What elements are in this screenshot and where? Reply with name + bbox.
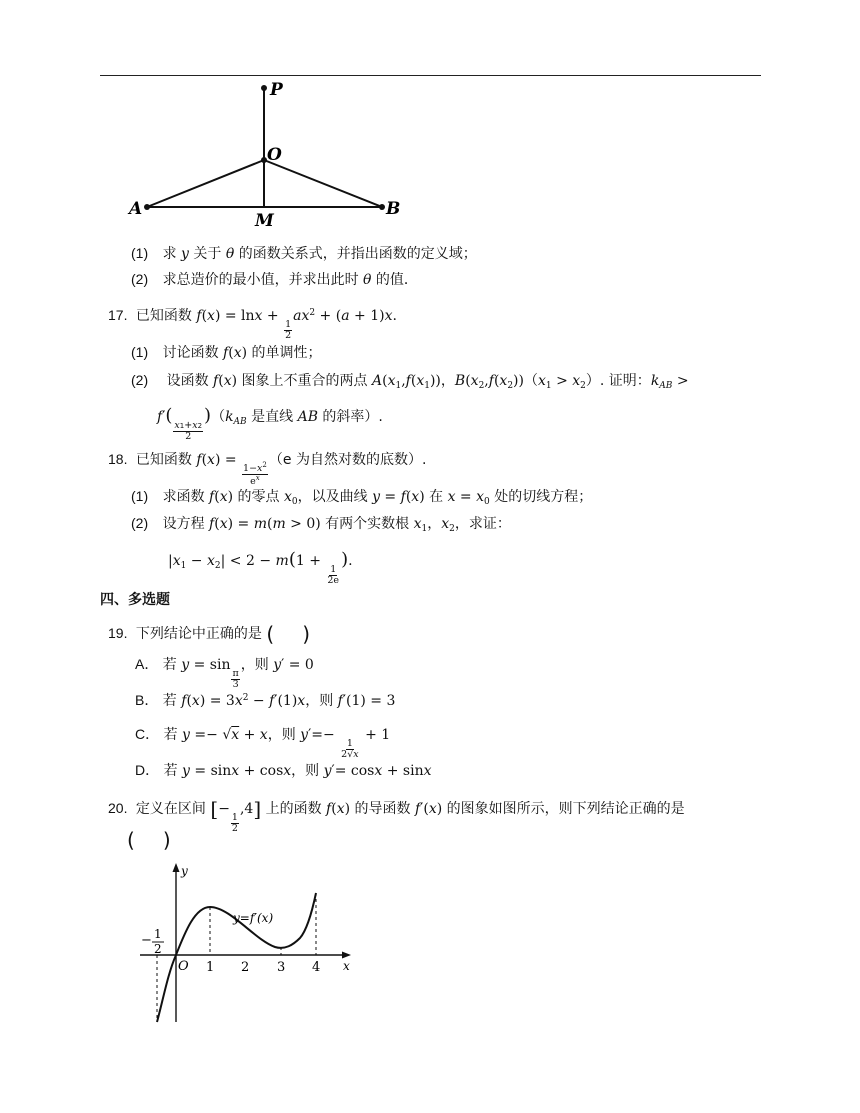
curve-label: y=f′(x) (233, 911, 274, 925)
q19-option-b: B． 若 $f(x) = 3x^2 - f'(1)x$，则 f′(1) = 3 (135, 692, 396, 709)
point-A (144, 204, 150, 210)
q19-option-d: D． 若 y = sinx + cosx，则 y′= cosx + sinx (135, 762, 432, 779)
point-P (261, 85, 267, 91)
x-tick-3: 3 (277, 960, 286, 975)
q17-stem: 17. 已知函数 f(x) = lnx + $\frac{1}{2}$ $ax^2 + (a + 1)x$. (108, 307, 397, 341)
item-number: (2) (131, 271, 149, 287)
item-number: (1) (131, 245, 149, 261)
q16-item-1: (1) 求 y 关于 θ 的函数关系式，并指出函数的定义域； (131, 245, 477, 262)
q18-item-2: (2) 设方程 f(x) = m(m > 0) 有两个实数根 $x_1$，$x_2$，求证： (131, 515, 511, 534)
q18-stem: 18. 已知函数 f(x) = $\frac{1-x^2}{e^x}$ （e 为自然对数的底数）. (108, 451, 427, 487)
x-tick-1: 1 (206, 960, 215, 975)
neg-half-denominator: 2 (154, 942, 162, 956)
q18-item-1: (1) 求函数 f(x) 的零点 $x_0$，以及曲线 y = f(x) 在 $x = x_0$ 处的切线方程； (131, 488, 593, 507)
q20-stem: 20. 定义在区间 [− $\frac{1}{2}$ ,4] 上的函数 f(x) 的导函数 f′(x) 的图象如图所示，则下列结论正确的是 (108, 797, 685, 834)
neg-sign: − (141, 933, 152, 948)
neg-half-numerator: 1 (154, 927, 162, 941)
q20-answer-paren: ( ) (127, 828, 171, 852)
header-rule (100, 75, 761, 76)
q17-item-2-cont: f′( $\frac{x1+x2}{2}$ )（$k_{AB}$ 是直线 AB 的斜率）. (157, 405, 383, 442)
q19-option-a: A． 若 y = sin $\frac{\pi}{3}$ ，则 y′ = 0 (135, 656, 314, 690)
geometry-figure (125, 80, 410, 230)
origin-label: O (178, 959, 189, 974)
q18-inequality: $|x_1 - x_2| < 2 - m(1$ + $\frac{1}{2e}$ ). (168, 549, 353, 586)
x-tick-4: 4 (312, 960, 321, 975)
y-axis-arrow (173, 863, 180, 872)
q19-stem: 19. 下列结论中正确的是 ( ) (108, 622, 310, 646)
q16-item-2: (2) 求总造价的最小值，并求出此时 θ 的值． (131, 271, 418, 288)
section-title: 四、多选题 (100, 592, 170, 608)
derivative-graph (135, 860, 360, 1025)
label-M: M (255, 211, 274, 230)
label-P: P (270, 80, 283, 100)
x-axis-arrow (342, 952, 351, 959)
q17-item-1: (1) 讨论函数 f(x) 的单调性； (131, 344, 322, 361)
point-B (379, 204, 385, 210)
y-axis-label: y (181, 864, 188, 878)
q19-option-c: C． 若 y =− √x + x，则 y′=− $\frac{1}{2√x}$ + 1 (135, 726, 391, 760)
label-B: B (386, 199, 401, 219)
label-A: A (129, 199, 143, 219)
x-axis-label: x (343, 959, 350, 973)
label-O: O (267, 145, 282, 165)
q17-item-2: (2) 设函数 f(x) 图象上不重合的两点 $A(x_1,f(x_1))$，$B(x_2,f(x_2))(x_1 > x_2)$. 证明：$k_{AB}$ > (131, 372, 689, 391)
x-tick-2: 2 (241, 960, 250, 975)
